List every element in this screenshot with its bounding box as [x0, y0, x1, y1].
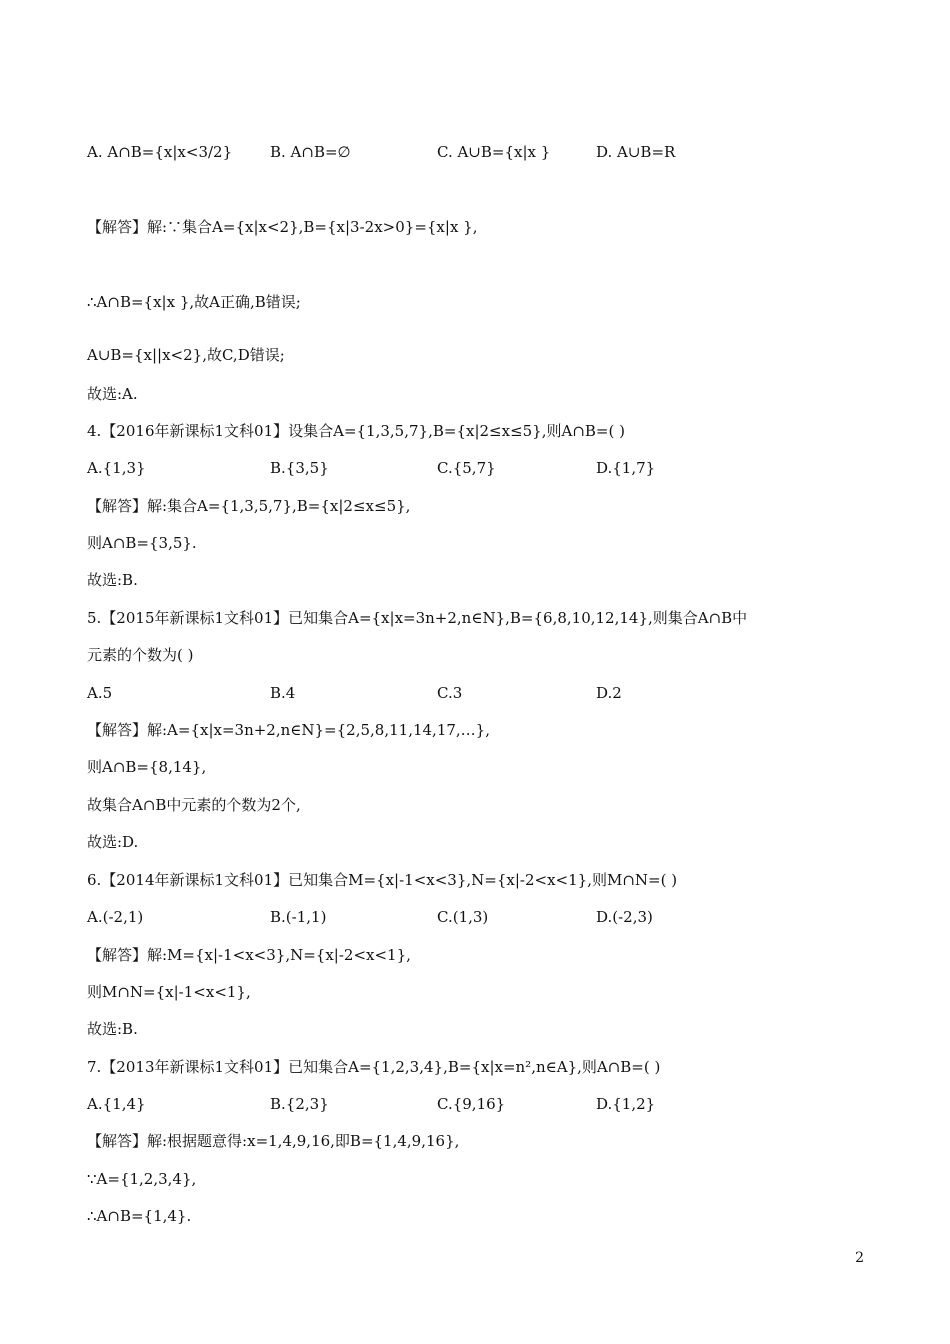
prev-solution-line: A∪B={x||x<2},故C,D错误;: [87, 346, 285, 364]
option-d: D.(-2,3): [596, 908, 653, 926]
option-a: A.(-2,1): [87, 908, 144, 926]
question-5-options: [87, 683, 887, 703]
option-a: A.{1,3}: [87, 459, 146, 477]
option-a: A.{1,4}: [87, 1095, 146, 1113]
option-b: B.{2,3}: [270, 1095, 329, 1113]
prev-solution-line: 【解答】解:∵集合A={x|x<2},B={x|3-2x>0}={x|x },: [87, 218, 478, 236]
question-6-stem: 6.【2014年新课标1文科01】已知集合M={x|-1<x<3},N={x|-2<x<1},则M∩N=( ): [87, 871, 678, 889]
prev-options: [87, 142, 887, 162]
option-b: B.(-1,1): [270, 908, 327, 926]
option-a: A. A∩B={x|x<3/2}: [87, 143, 233, 161]
question-6-solution-line: 【解答】解:M={x|-1<x<3},N={x|-2<x<1},: [87, 946, 411, 964]
option-a: A.5: [87, 684, 113, 702]
option-c: C.{5,7}: [437, 459, 496, 477]
question-4-solution-line: 则A∩B={3,5}.: [87, 534, 197, 552]
question-5-solution-line: 则A∩B={8,14},: [87, 758, 207, 776]
question-6-solution-line: 故选:B.: [87, 1020, 138, 1038]
option-d: D. A∪B=R: [596, 143, 676, 161]
question-6-solution-line: 则M∩N={x|-1<x<1},: [87, 983, 251, 1001]
option-d: D.2: [596, 684, 622, 702]
prev-solution-line: 故选:A.: [87, 385, 138, 403]
question-5-solution-line: 故集合A∩B中元素的个数为2个,: [87, 796, 301, 814]
question-5-solution-line: 故选:D.: [87, 833, 139, 851]
question-7-options: [87, 1094, 887, 1114]
option-c: C.(1,3): [437, 908, 489, 926]
option-d: D.{1,7}: [596, 459, 656, 477]
question-6-options: [87, 907, 887, 927]
option-d: D.{1,2}: [596, 1095, 656, 1113]
question-5-stem: 元素的个数为( ): [87, 646, 194, 664]
question-4-stem: 4.【2016年新课标1文科01】设集合A={1,3,5,7},B={x|2≤x≤5},则A∩B=( ): [87, 422, 625, 440]
question-4-options: [87, 458, 887, 478]
question-4-solution-line: 【解答】解:集合A={1,3,5,7},B={x|2≤x≤5},: [87, 497, 411, 515]
option-c: C. A∪B={x|x }: [437, 143, 551, 161]
option-b: B.{3,5}: [270, 459, 329, 477]
option-c: C.{9,16}: [437, 1095, 506, 1113]
question-7-solution-line: ∴A∩B={1,4}.: [87, 1207, 192, 1225]
option-b: B.4: [270, 684, 296, 702]
option-b: B. A∩B=∅: [270, 143, 351, 161]
question-4-solution-line: 故选:B.: [87, 571, 138, 589]
option-c: C.3: [437, 684, 463, 702]
question-7-stem: 7.【2013年新课标1文科01】已知集合A={1,2,3,4},B={x|x=n²,n∈A},则A∩B=( ): [87, 1058, 661, 1076]
question-7-solution-line: 【解答】解:根据题意得:x=1,4,9,16,即B={1,4,9,16},: [87, 1132, 460, 1150]
question-5-solution-line: 【解答】解:A={x|x=3n+2,n∈N}={2,5,8,11,14,17,…},: [87, 721, 490, 739]
prev-solution-line: ∴A∩B={x|x },故A正确,B错误;: [87, 293, 301, 311]
question-5-stem: 5.【2015年新课标1文科01】已知集合A={x|x=3n+2,n∈N},B={6,8,10,12,14},则集合A∩B中: [87, 609, 748, 627]
page-number: 2: [855, 1250, 864, 1266]
question-7-solution-line: ∵A={1,2,3,4},: [87, 1170, 197, 1188]
